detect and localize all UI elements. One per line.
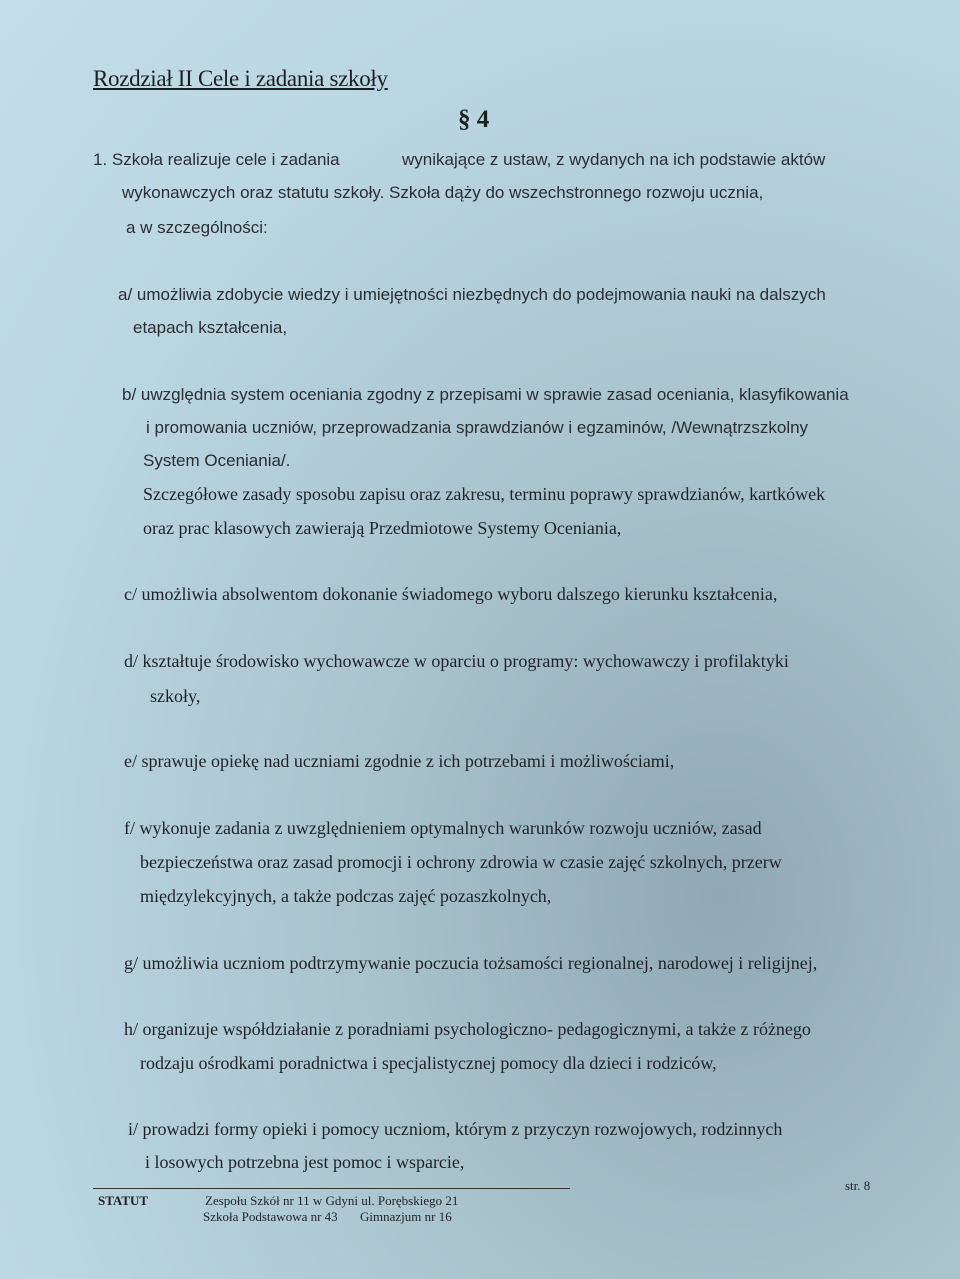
item-h-line-1: h/ organizuje współdziałanie z poradniami psychologiczno- pedagogicznymi, a także z różnego — [124, 1019, 811, 1039]
item-f-line-2: bezpieczeństwa oraz zasad promocji i ochrony zdrowia w czasie zajęć szkolnych, przerw — [140, 852, 782, 872]
item-i-line-1: i/ prowadzi formy opieki i pomocy uczniom, którym z przyczyn rozwojowych, rodzinnych — [128, 1119, 783, 1139]
item-a-line-2: etapach kształcenia, — [133, 318, 288, 337]
item-b-line-5: oraz prac klasowych zawierają Przedmiotowe Systemy Oceniania, — [143, 518, 622, 538]
item-h-line-2: rodzaju ośrodkami poradnictwa i specjalistycznej pomocy dla dzieci i rodziców, — [140, 1053, 717, 1073]
item-i-line-2: i losowych potrzebna jest pomoc i wsparcie, — [145, 1152, 465, 1172]
item-d-line-1: d/ kształtuje środowisko wychowawcze w oparciu o programy: wychowawczy i profilaktyki — [124, 651, 789, 671]
item-a-line-1: a/ umożliwia zdobycie wiedzy i umiejętności niezbędnych do podejmowania nauki na dalszych — [118, 285, 826, 304]
footer-statut: STATUT — [98, 1193, 149, 1208]
point-1-line-1a: 1. Szkoła realizuje cele i zadania — [93, 150, 340, 169]
paragraph-number: § 4 — [458, 106, 490, 133]
point-1-line-1b: wynikające z ustaw, z wydanych na ich podstawie aktów — [402, 150, 826, 169]
page-title: Rozdział II Cele i zadania szkoły — [93, 66, 388, 91]
item-e-line-1: e/ sprawuje opiekę nad uczniami zgodnie z ich potrzebami i możliwościami, — [124, 751, 675, 771]
item-f-line-1: f/ wykonuje zadania z uwzględnieniem optymalnych warunków rozwoju uczniów, zasad — [124, 818, 762, 838]
footer-school-complex: Zespołu Szkół nr 11 w Gdyni ul. Porębskiego 21 — [205, 1193, 459, 1208]
item-b-line-1: b/ uwzględnia system oceniania zgodny z przepisami w sprawie zasad oceniania, klasyfikowania — [122, 385, 849, 404]
point-1-line-3: a w szczególności: — [126, 218, 268, 237]
page-number: str. 8 — [845, 1178, 871, 1193]
footer-gymnasium: Gimnazjum nr 16 — [360, 1209, 452, 1224]
item-g-line-1: g/ umożliwia uczniom podtrzymywanie poczucia tożsamości regionalnej, narodowej i religijnej, — [124, 953, 818, 973]
item-b-line-3: System Oceniania/. — [143, 451, 291, 470]
footer-divider — [93, 1188, 570, 1189]
item-c-line-1: c/ umożliwia absolwentom dokonanie świadomego wyboru dalszego kierunku kształcenia, — [124, 584, 778, 604]
item-f-line-3: międzylekcyjnych, a także podczas zajęć pozaszkolnych, — [140, 886, 552, 906]
point-1-line-2: wykonawczych oraz statutu szkoły. Szkoła dąży do wszechstronnego rozwoju ucznia, — [122, 183, 764, 202]
item-d-line-2: szkoły, — [150, 686, 201, 706]
item-b-line-4: Szczegółowe zasady sposobu zapisu oraz zakresu, terminu poprawy sprawdzianów, kartkówek — [143, 484, 826, 504]
item-b-line-2: i promowania uczniów, przeprowadzania sprawdzianów i egzaminów, /Wewnątrzszkolny — [146, 418, 809, 437]
footer-primary-school: Szkoła Podstawowa nr 43 — [203, 1209, 338, 1224]
